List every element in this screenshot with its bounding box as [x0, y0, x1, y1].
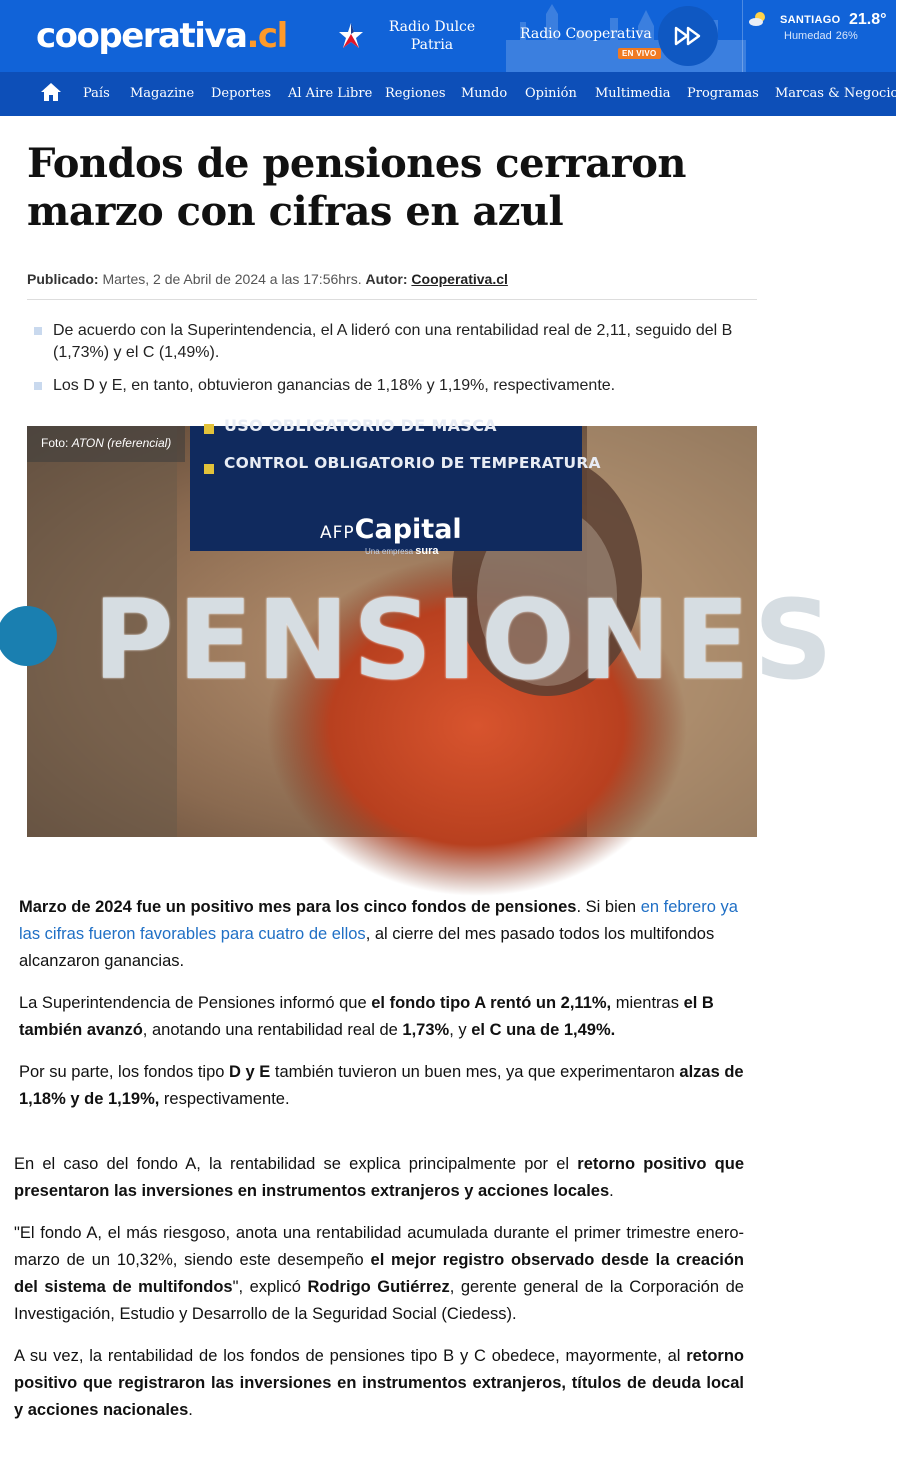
p4-text: En el caso del fondo A, la rentabilidad se explica principalmente por el	[14, 1155, 578, 1173]
home-icon[interactable]	[40, 82, 62, 102]
body-paragraph-3	[19, 1059, 754, 1113]
body-paragraph-4	[14, 1151, 744, 1205]
nav-item-marcas-negocios[interactable]: Marcas & Negocios	[775, 86, 905, 101]
p2-bold: el B también avanzó	[19, 994, 714, 1039]
p3-text: también tuvieron un buen mes, ya que experimentaron	[270, 1063, 680, 1081]
sign-tagline	[365, 545, 439, 557]
sign-sura: sura	[415, 545, 439, 557]
sign-tagline-text: Una empresa	[365, 547, 414, 556]
summary-item-text: De acuerdo con la Superintendencia, el A lideró con una rentabilidad real de 2,11, seguido del B (1,73%) y el C (1,49%).	[53, 322, 733, 361]
sign-line-1: USO OBLIGATORIO DE MASCA	[224, 416, 497, 435]
p3-bold: D y E	[229, 1063, 271, 1081]
photo-credit-label: Foto:	[41, 436, 69, 450]
p6-text: .	[188, 1401, 193, 1419]
sign-afp: AFP	[320, 523, 355, 543]
body-paragraph-1	[19, 894, 754, 975]
star-icon[interactable]	[338, 22, 364, 50]
bullet-square-icon	[34, 382, 42, 390]
site-logo[interactable]	[36, 16, 287, 56]
body-paragraph-5	[14, 1220, 744, 1328]
nav-item-deportes[interactable]: Deportes	[211, 86, 272, 101]
play-live-button[interactable]	[658, 6, 718, 66]
summary-item	[34, 375, 734, 397]
body-paragraph-6	[14, 1343, 744, 1424]
p5-text: ", explicó	[232, 1278, 308, 1296]
p3-text: Por su parte, los fondos tipo	[19, 1063, 230, 1081]
february-article-link[interactable]: en febrero ya las cifras fueron favorables para cuatro de ellos	[19, 898, 738, 943]
nav-item-multimedia[interactable]: Multimedia	[595, 86, 671, 101]
p5-bold: el mejor registro observado desde la creación del sistema de multifondos	[14, 1251, 745, 1296]
play-icon	[674, 26, 702, 46]
bullet-square-icon	[34, 327, 42, 335]
nav-item-mundo[interactable]: Mundo	[461, 86, 508, 101]
photo-credit	[27, 426, 185, 462]
article-headline: Fondos de pensiones cerraron marzo con cifras en azul	[27, 140, 686, 235]
sign-brand: Capital	[354, 514, 462, 545]
p2-text: , anotando una rentabilidad real de	[142, 1021, 403, 1039]
nav-item-pais[interactable]: País	[83, 86, 110, 101]
humidity-value: 26%	[835, 30, 858, 42]
byline-divider	[27, 299, 757, 300]
p1-bold: Marzo de 2024 fue un positivo mes para los cinco fondos de pensiones	[19, 898, 577, 916]
logo-main: cooperativa	[36, 16, 247, 56]
body-paragraph-2	[19, 990, 754, 1044]
p4-text: .	[609, 1182, 614, 1200]
nav-item-opinion[interactable]: Opinión	[525, 86, 577, 101]
humidity-label: Humedad	[784, 30, 832, 42]
p2-bold: el fondo tipo A rentó un 2,11%,	[371, 994, 612, 1012]
radio-cooperativa-link[interactable]: Radio Cooperativa	[520, 26, 652, 42]
weather-city: SANTIAGO	[780, 14, 841, 26]
article-byline	[27, 271, 508, 287]
weather-divider	[742, 0, 743, 72]
article-photo[interactable]	[27, 416, 837, 837]
summary-item	[34, 320, 734, 364]
p6-text: A su vez, la rentabilidad de los fondos de pensiones tipo B y C obedece, mayormente, al	[14, 1347, 687, 1365]
summary-item-text: Los D y E, en tanto, obtuvieron ganancias de 1,18% y 1,19%, respectivamente.	[53, 377, 616, 394]
live-badge: EN VIVO	[618, 48, 661, 59]
window-lettering: PENSIONES	[93, 576, 837, 704]
radio-dulce-patria-link[interactable]: Radio Dulce Patria	[388, 19, 476, 53]
p2-text: , y	[449, 1021, 472, 1039]
nav-item-al-aire-libre[interactable]: Al Aire Libre	[288, 86, 373, 101]
p1-text: , al cierre del mes pasado todos los multifondos alcanzaron ganancias.	[19, 925, 715, 970]
p2-text: mientras	[611, 994, 684, 1012]
p2-bold: 1,73%	[402, 1021, 450, 1039]
nav-item-magazine[interactable]: Magazine	[130, 86, 195, 101]
p1-text: . Si bien	[576, 898, 641, 916]
author-link[interactable]: Cooperativa.cl	[411, 271, 508, 287]
weather-temperature: 21.8°	[849, 11, 887, 28]
p3-text: respectivamente.	[159, 1090, 290, 1108]
p2-text: La Superintendencia de Pensiones informó que	[19, 994, 372, 1012]
article-summary	[34, 320, 734, 408]
weather-icon	[748, 11, 768, 27]
published-date: Martes, 2 de Abril de 2024 a las 17:56hrs.	[102, 271, 362, 287]
published-label: Publicado:	[27, 271, 99, 287]
photo-credit-source: ATON (referencial)	[71, 436, 172, 450]
nav-item-programas[interactable]: Programas	[687, 86, 759, 101]
p5-text: , gerente general de la Corporación de Investigación, Estudio y Desarrollo de la Seguridad Social (Ciedess).	[14, 1278, 744, 1323]
p6-bold: retorno positivo que registraron las inversiones en instrumentos extranjeros, títulos de deuda local y acciones nacionales	[14, 1347, 744, 1419]
weather-humidity	[780, 30, 858, 42]
sign-line-2: CONTROL OBLIGATORIO DE TEMPERATURA	[224, 454, 601, 472]
sign-afp-logo	[320, 514, 462, 545]
p5-bold: Rodrigo Gutiérrez	[307, 1278, 450, 1296]
logo-suffix: .cl	[246, 16, 287, 56]
nav-item-regiones[interactable]: Regiones	[385, 86, 446, 101]
p5-text: "El fondo A, el más riesgoso, anota una rentabilidad acumulada durante el primer trimestre enero-marzo de un 10,32%, siendo este desempeño	[14, 1224, 744, 1269]
author-label: Autor:	[365, 271, 408, 287]
p3-bold: alzas de 1,18% y de 1,19%,	[19, 1063, 744, 1108]
p2-bold: el C una de 1,49%.	[471, 1021, 616, 1039]
p4-bold: retorno positivo que presentaron las inversiones en instrumentos extranjeros y acciones locales	[14, 1155, 744, 1200]
